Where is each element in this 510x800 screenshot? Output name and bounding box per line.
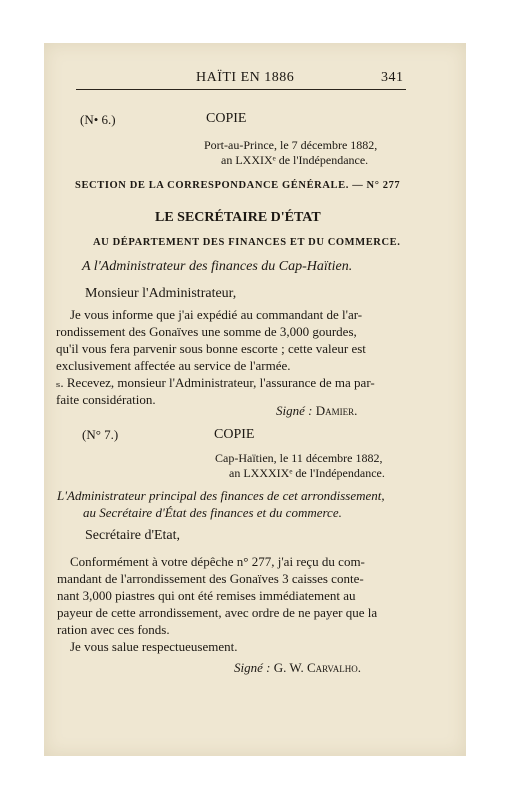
doc1-body-line: qu'il vous fera parvenir sous bonne escorte ; cette valeur est [56, 341, 366, 356]
running-header-title: HAÏTI EN 1886 [196, 70, 295, 85]
doc1-salutation: Monsieur l'Administrateur, [85, 286, 237, 301]
doc2-body-line: Conformément à votre dépêche n° 277, j'ai reçu du com- [70, 554, 365, 569]
doc1-section: SECTION DE LA CORRESPONDANCE GÉNÉRALE. — N° 277 [75, 180, 401, 191]
doc1-body-line: exclusivement affectée au service de l'armée. [56, 358, 291, 373]
doc1-body-line: faite considération. [56, 392, 156, 407]
doc2-header-line1: L'Administrateur principal des finances de cet arrondissement, [57, 488, 385, 503]
doc2-signed-name: G. W. Carvalho. [273, 660, 361, 675]
doc1-body-line: ₛ. Recevez, monsieur l'Administrateur, l'assurance de ma par- [56, 375, 375, 390]
doc1-body-line: Je vous informe que j'ai expédié au commandant de l'ar- [70, 307, 363, 322]
doc2-body-line: ration avec ces fonds. [57, 622, 170, 637]
doc2-body-line: Je vous salue respectueusement. [70, 639, 238, 654]
header-rule [76, 89, 406, 90]
doc2-body-line: payeur de cette arrondissement, avec ordre de ne payer que la [57, 605, 378, 620]
doc2-date-line2: an LXXXIXᵉ de l'Indépendance. [229, 466, 385, 480]
doc2-body-line: nant 3,000 piastres qui ont été remises immédiatement au [57, 588, 356, 603]
doc1-signed-label: Signé : [276, 403, 313, 418]
doc1-title: LE SECRÉTAIRE D'ÉTAT [155, 210, 321, 225]
doc2-number: (N° 7.) [82, 427, 119, 442]
doc2-date-line1: Cap-Haïtien, le 11 décembre 1882, [215, 451, 383, 465]
doc1-signature [276, 403, 357, 419]
page-number: 341 [381, 70, 404, 85]
doc1-date-line1: Port-au-Prince, le 7 décembre 1882, [204, 138, 378, 152]
doc1-subtitle: AU DÉPARTEMENT DES FINANCES ET DU COMMERCE. [93, 237, 401, 248]
doc2-header-line2: au Secrétaire d'État des finances et du commerce. [83, 505, 342, 520]
doc1-date-line2: an LXXIXᵉ de l'Indépendance. [221, 153, 369, 167]
doc1-number: (N• 6.) [80, 112, 116, 127]
doc1-copy-label: COPIE [206, 111, 247, 126]
doc2-signed-label: Signé : [234, 660, 271, 675]
doc1-recipient: A l'Administrateur des finances du Cap-Haïtien. [82, 259, 353, 274]
doc1-body-line: rondissement des Gonaïves une somme de 3,000 gourdes, [56, 324, 357, 339]
doc2-salutation: Secrétaire d'Etat, [85, 528, 181, 543]
doc2-copy-label: COPIE [214, 427, 255, 442]
doc2-body-line: mandant de l'arrondissement des Gonaïves 3 caisses conte- [57, 571, 364, 586]
doc2-signature [234, 660, 361, 676]
doc1-signed-name: Damier. [315, 403, 358, 418]
